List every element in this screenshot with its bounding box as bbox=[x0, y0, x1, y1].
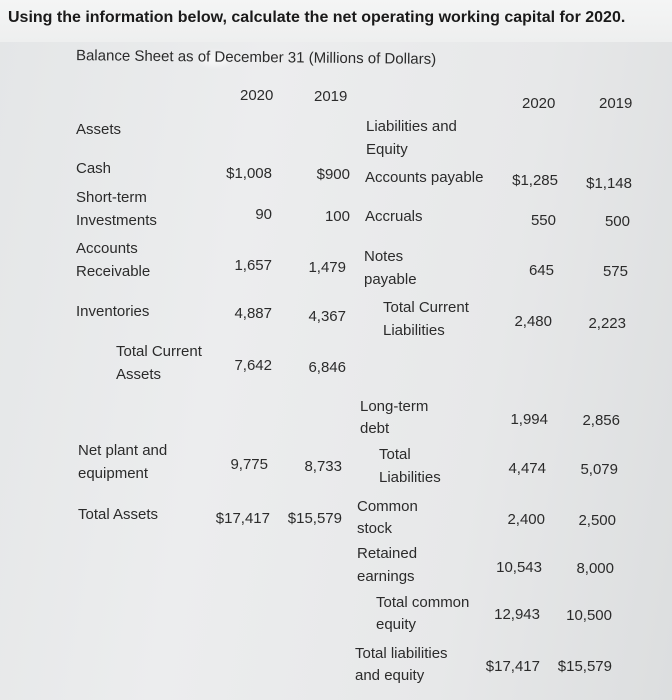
re-2020: 10,543 bbox=[496, 559, 542, 576]
inventories-2020: 4,887 bbox=[234, 305, 272, 322]
tce-label-1: Total common bbox=[376, 594, 470, 611]
npe-2020: 9,775 bbox=[230, 456, 268, 473]
liabilities-header-2: Equity bbox=[366, 141, 408, 158]
cs-label-2: stock bbox=[357, 520, 393, 537]
np-label-2: payable bbox=[364, 271, 417, 288]
cash-label: Cash bbox=[76, 160, 112, 177]
ltd-2019: 2,856 bbox=[582, 412, 620, 429]
tcl-2020: 2,480 bbox=[514, 313, 552, 330]
npe-label-2: equipment bbox=[78, 465, 149, 482]
ar-label-1: Accounts bbox=[76, 240, 138, 257]
ltd-label-2: debt bbox=[360, 420, 390, 437]
ap-2020: $1,285 bbox=[512, 172, 558, 189]
ar-2019: 1,479 bbox=[308, 259, 346, 276]
tle-label-1: Total liabilities bbox=[355, 645, 448, 662]
np-2020: 645 bbox=[528, 262, 554, 279]
tce-label-2: equity bbox=[376, 616, 417, 633]
np-label-1: Notes bbox=[364, 248, 404, 265]
tca-label-1: Total Current bbox=[116, 343, 202, 360]
question-text: Using the information below, calculate the net operating working capital for 2020. bbox=[8, 9, 626, 26]
year-header-liab-2020: 2020 bbox=[522, 95, 556, 112]
tca-label-2: Assets bbox=[116, 366, 162, 383]
total-assets-label: Total Assets bbox=[78, 506, 159, 523]
inventories-2019: 4,367 bbox=[308, 308, 346, 325]
total-assets-2019: $15,579 bbox=[287, 510, 342, 527]
cs-2019: 2,500 bbox=[578, 512, 616, 529]
assets-header: Assets bbox=[76, 121, 122, 138]
year-header-assets-2020: 2020 bbox=[240, 87, 274, 104]
re-label-1: Retained bbox=[357, 545, 418, 562]
tl-2019: 5,079 bbox=[580, 461, 618, 478]
re-label-2: earnings bbox=[357, 568, 415, 585]
tcl-2019: 2,223 bbox=[588, 315, 626, 332]
npe-label-1: Net plant and bbox=[78, 442, 168, 459]
inventories-label: Inventories bbox=[76, 303, 150, 320]
ltd-label-1: Long-term bbox=[360, 398, 429, 415]
tcl-label-2: Liabilities bbox=[383, 322, 445, 339]
sti-2020: 90 bbox=[255, 206, 272, 223]
ar-label-2: Receivable bbox=[76, 263, 151, 280]
sti-label-1: Short-term bbox=[76, 189, 147, 206]
npe-2019: 8,733 bbox=[304, 458, 342, 475]
ap-label: Accounts payable bbox=[365, 169, 484, 186]
accruals-2019: 500 bbox=[604, 213, 630, 230]
ltd-2020: 1,994 bbox=[510, 411, 548, 428]
ar-2020: 1,657 bbox=[234, 257, 272, 274]
tca-2020: 7,642 bbox=[234, 357, 272, 374]
year-header-liab-2019: 2019 bbox=[599, 95, 633, 112]
total-assets-2020: $17,417 bbox=[215, 510, 270, 527]
tle-label-2: and equity bbox=[355, 667, 425, 684]
tcl-label-1: Total Current bbox=[383, 299, 469, 316]
tl-2020: 4,474 bbox=[508, 460, 546, 477]
np-2019: 575 bbox=[602, 263, 628, 280]
tca-2019: 6,846 bbox=[308, 359, 346, 376]
sti-2019: 100 bbox=[324, 208, 350, 225]
liabilities-header-1: Liabilities and bbox=[366, 118, 457, 135]
tl-label-1: Total bbox=[379, 446, 411, 463]
accruals-2020: 550 bbox=[530, 212, 556, 229]
cash-2020: $1,008 bbox=[226, 165, 272, 182]
cs-label-1: Common bbox=[357, 498, 418, 515]
re-2019: 8,000 bbox=[576, 560, 614, 577]
tle-2020: $17,417 bbox=[485, 658, 540, 675]
cs-2020: 2,400 bbox=[507, 511, 545, 528]
tce-2019: 10,500 bbox=[566, 607, 612, 624]
tl-label-2: Liabilities bbox=[379, 469, 441, 486]
ap-2019: $1,148 bbox=[586, 175, 632, 192]
tle-2019: $15,579 bbox=[557, 658, 612, 675]
sheet-title: Balance Sheet as of December 31 (Millions of Dollars) bbox=[75, 47, 437, 68]
tce-2020: 12,943 bbox=[494, 606, 540, 623]
cash-2019: $900 bbox=[316, 166, 350, 183]
year-header-assets-2019: 2019 bbox=[314, 88, 348, 105]
accruals-label: Accruals bbox=[365, 208, 423, 225]
sti-label-2: Investments bbox=[76, 212, 157, 229]
